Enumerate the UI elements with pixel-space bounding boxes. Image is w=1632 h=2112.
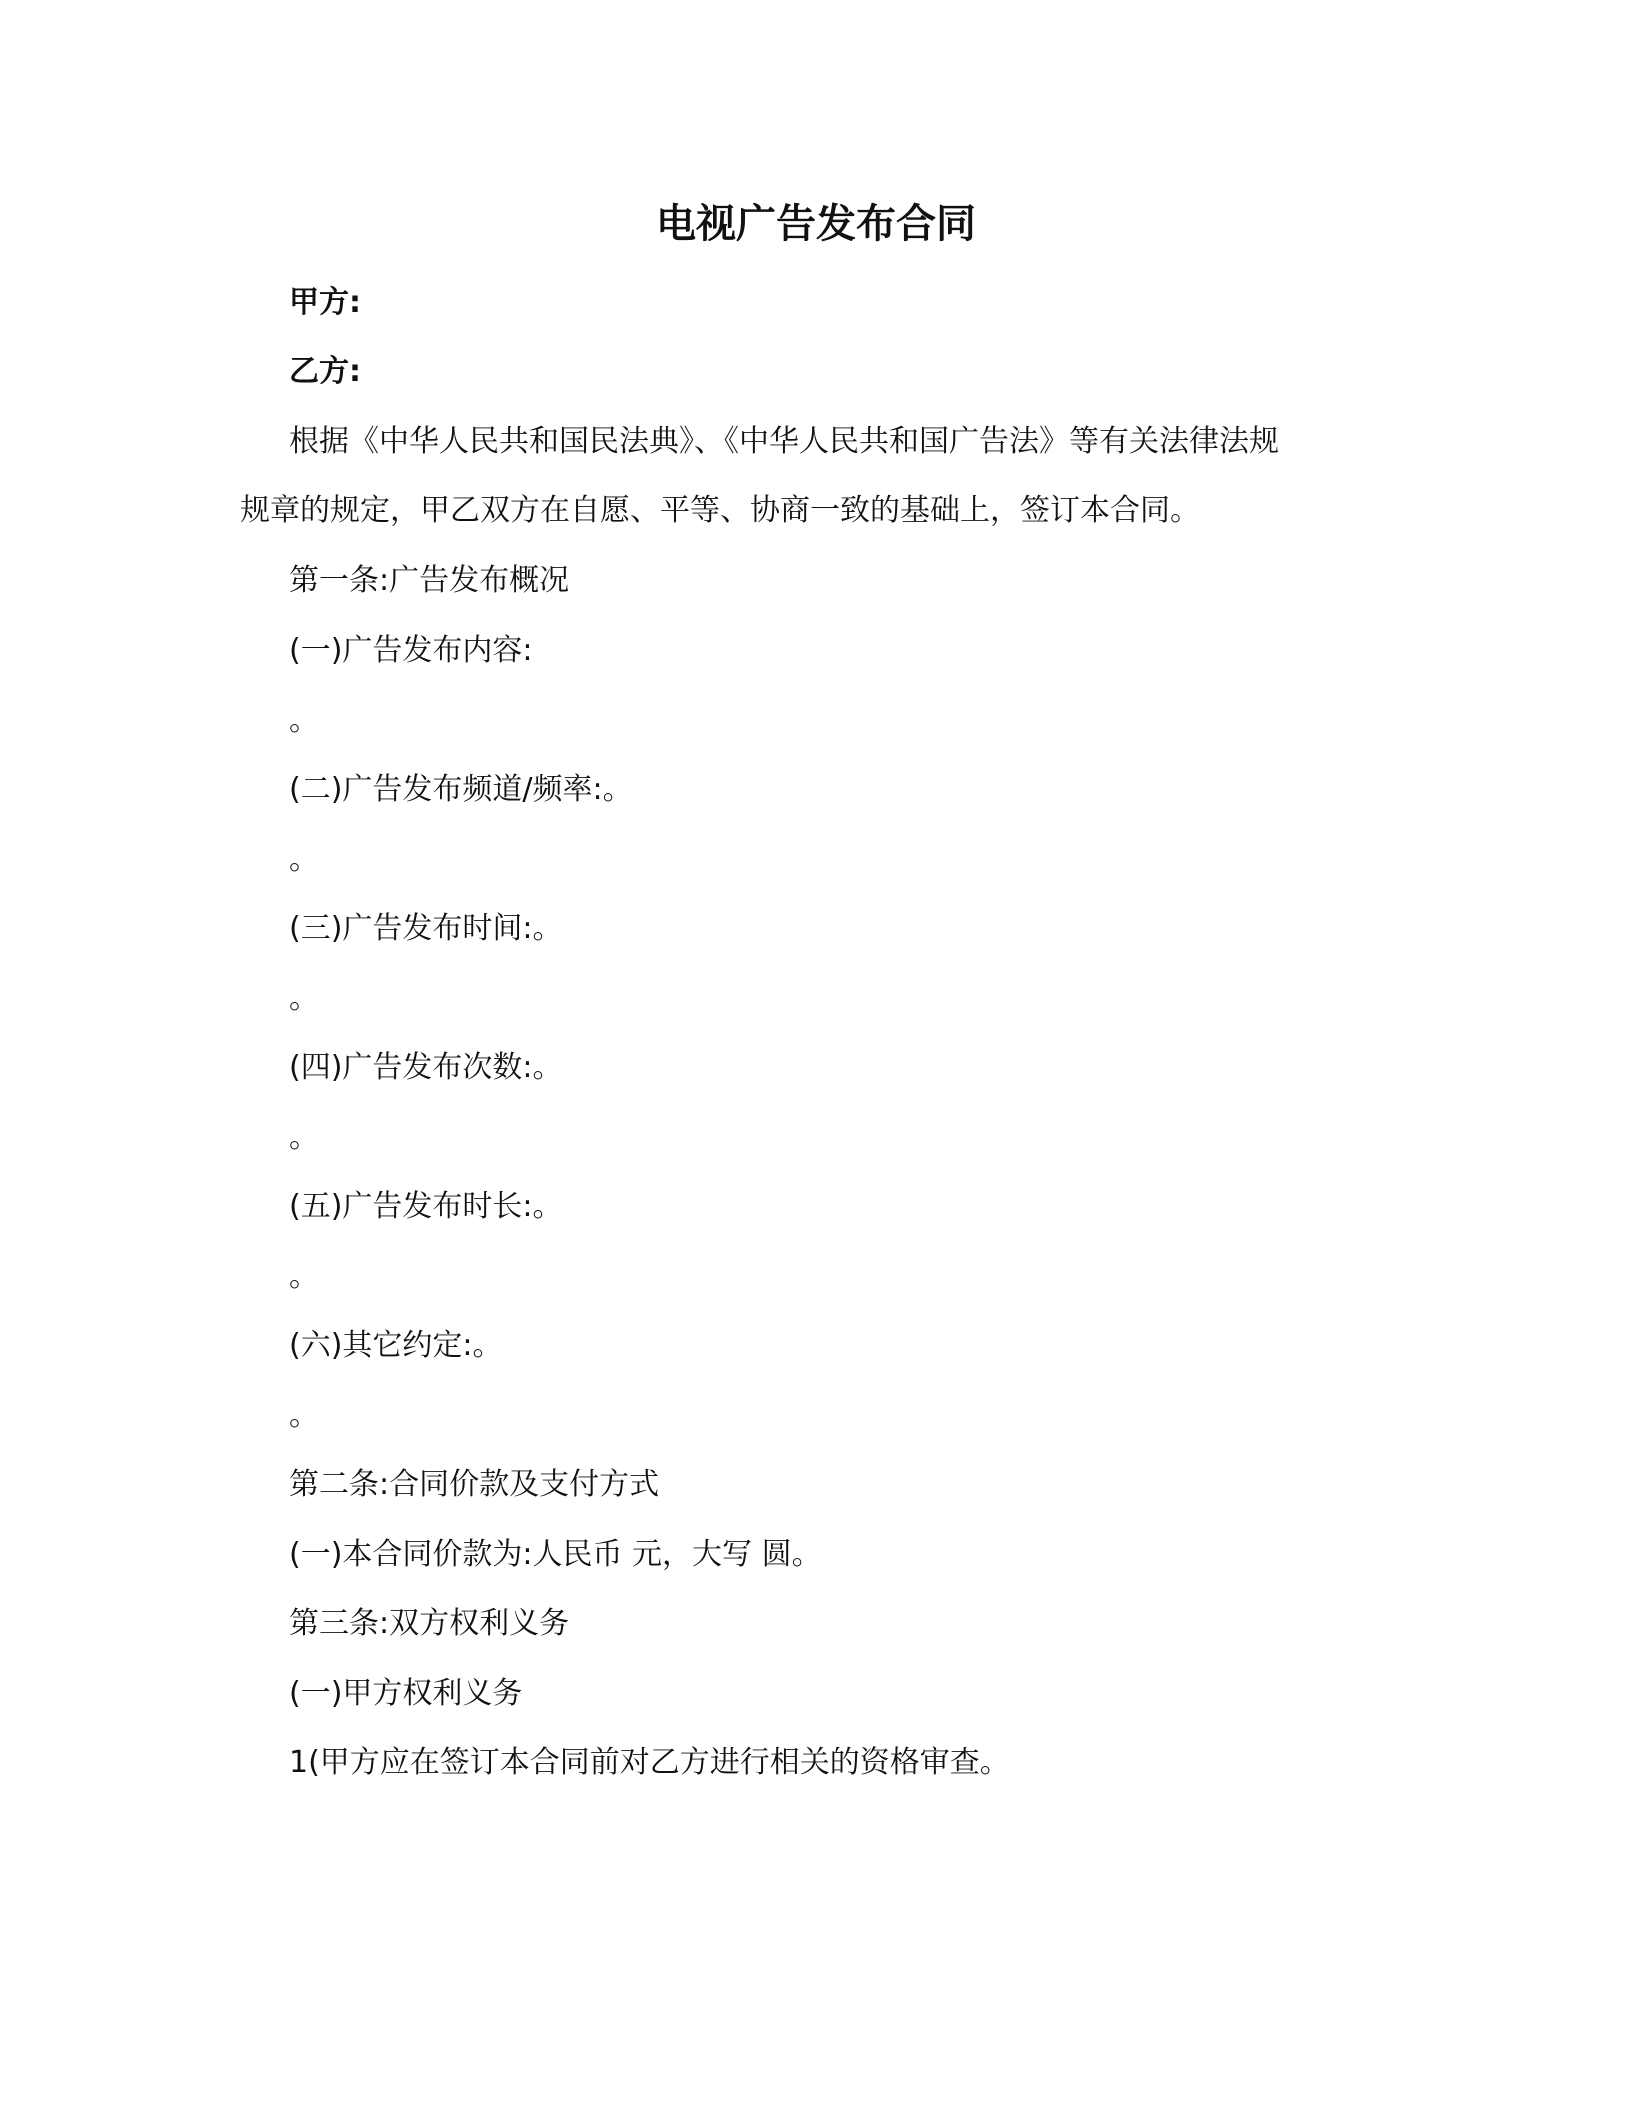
preamble-line-1: 根据《中华人民共和国民法典》、《中华人民共和国广告法》等有关法律法规 bbox=[289, 424, 1279, 459]
article-1-item-1: (一)广告发布内容: bbox=[289, 633, 533, 668]
article-1-item-2-blank: 。 bbox=[289, 842, 319, 877]
article-1-item-6: (六)其它约定:。 bbox=[289, 1328, 503, 1363]
party-a-label: 甲方: bbox=[289, 285, 361, 320]
party-b-label: 乙方: bbox=[289, 354, 361, 389]
article-1-item-1-blank: 。 bbox=[289, 703, 319, 738]
article-1-item-3: (三)广告发布时间:。 bbox=[289, 911, 563, 946]
article-1-heading: 第一条:广告发布概况 bbox=[289, 563, 570, 598]
article-1-item-5-blank: 。 bbox=[289, 1259, 319, 1294]
article-1-item-6-blank: 。 bbox=[289, 1398, 319, 1433]
article-2-heading: 第二条:合同价款及支付方式 bbox=[289, 1467, 660, 1502]
article-3-item-1: (一)甲方权利义务 bbox=[289, 1676, 523, 1711]
article-1-item-3-blank: 。 bbox=[289, 981, 319, 1016]
document-title: 电视广告发布合同 bbox=[656, 201, 976, 247]
article-1-item-4: (四)广告发布次数:。 bbox=[289, 1050, 563, 1085]
article-3-heading: 第三条:双方权利义务 bbox=[289, 1606, 570, 1641]
article-3-clause-1: 1(甲方应在签订本合同前对乙方进行相关的资格审查。 bbox=[289, 1745, 1010, 1780]
article-1-item-2: (二)广告发布频道/频率:。 bbox=[289, 772, 633, 807]
article-1-item-4-blank: 。 bbox=[289, 1120, 319, 1155]
article-2-item-1: (一)本合同价款为:人民币 元，大写 圆。 bbox=[289, 1537, 822, 1572]
preamble-line-2: 规章的规定，甲乙双方在自愿、平等、协商一致的基础上，签订本合同。 bbox=[240, 493, 1200, 528]
article-1-item-5: (五)广告发布时长:。 bbox=[289, 1189, 563, 1224]
